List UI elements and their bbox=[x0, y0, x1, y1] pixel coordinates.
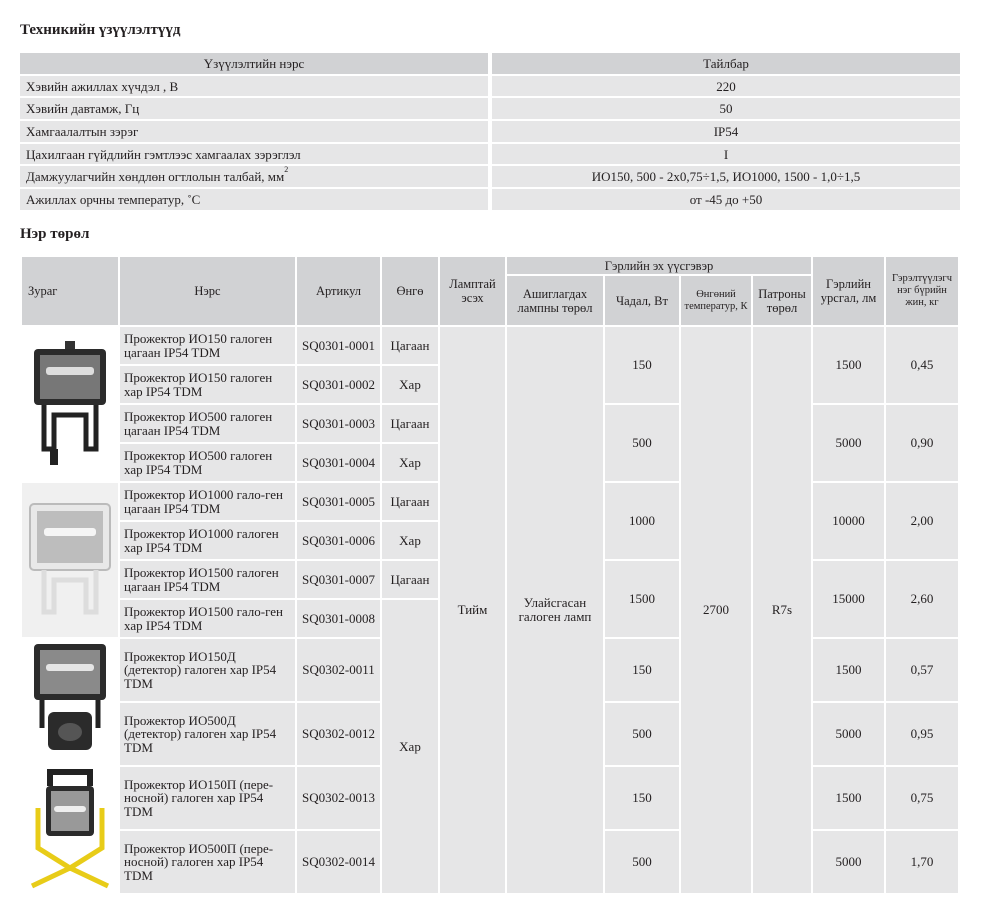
product-article: SQ0301-0003 bbox=[297, 405, 380, 442]
product-name: Прожектор ИО150П (пере-носной) галоген хар IP54 TDM bbox=[120, 767, 295, 829]
product-article: SQ0302-0012 bbox=[297, 703, 380, 765]
product-name: Прожектор ИО500Д (детектор) галоген хар IP54 TDM bbox=[120, 703, 295, 765]
color-temp-value: 2700 bbox=[681, 327, 751, 893]
product-name: Прожектор ИО1000 гало-ген цагаан IP54 TDM bbox=[120, 483, 295, 520]
spec-value: 220 bbox=[492, 76, 960, 99]
product-name: Прожектор ИО1000 галоген хар IP54 TDM bbox=[120, 522, 295, 559]
header-lamp-type: Ашиглагдах лампны төрөл bbox=[507, 276, 603, 325]
power-value: 1000 bbox=[605, 483, 679, 559]
flux-value: 10000 bbox=[813, 483, 884, 559]
floodlight-black-icon bbox=[28, 339, 112, 469]
power-value: 1500 bbox=[605, 561, 679, 637]
weight-value: 0,75 bbox=[886, 767, 958, 829]
header-socket: Патроны төрөл bbox=[753, 276, 811, 325]
spec-value: I bbox=[492, 144, 960, 167]
weight-value: 0,95 bbox=[886, 703, 958, 765]
weight-value: 0,90 bbox=[886, 405, 958, 481]
product-name: Прожектор ИО150 галоген хар IP54 TDM bbox=[120, 366, 295, 403]
product-article: SQ0301-0001 bbox=[297, 327, 380, 364]
product-color: Хар bbox=[382, 444, 438, 481]
floodlight-detector-icon bbox=[28, 640, 112, 764]
header-power: Чадал, Вт bbox=[605, 276, 679, 325]
specs-table bbox=[20, 53, 960, 212]
product-photo bbox=[22, 327, 118, 481]
lamp-type-value: Улайсгасан галоген ламп bbox=[507, 327, 603, 893]
header-color: Өнгө bbox=[382, 257, 438, 325]
spec-name: Хэвийн давтамж, Гц bbox=[20, 98, 488, 121]
spec-value: 50 bbox=[492, 98, 960, 121]
with-lamp-value: Тийм bbox=[440, 327, 505, 893]
section-title-types: Нэр төрөл bbox=[20, 226, 90, 242]
header-with-lamp: Ламптай эсэх bbox=[440, 257, 505, 325]
weight-value: 0,45 bbox=[886, 327, 958, 403]
product-article: SQ0301-0007 bbox=[297, 561, 380, 598]
product-article: SQ0301-0005 bbox=[297, 483, 380, 520]
power-value: 150 bbox=[605, 767, 679, 829]
floodlight-white-icon bbox=[26, 490, 114, 630]
product-color: Цагаан bbox=[382, 483, 438, 520]
product-article: SQ0301-0006 bbox=[297, 522, 380, 559]
spec-name-sup: 2 bbox=[284, 165, 289, 175]
product-article: SQ0302-0011 bbox=[297, 639, 380, 701]
spec-value: ИО150, 500 - 2х0,75÷1,5, ИО1000, 1500 - 1,0÷1,5 bbox=[492, 166, 960, 189]
power-value: 500 bbox=[605, 831, 679, 893]
product-color-merged: Хар bbox=[382, 600, 438, 893]
specs-header bbox=[20, 53, 960, 76]
product-article: SQ0301-0008 bbox=[297, 600, 380, 637]
power-value: 500 bbox=[605, 703, 679, 765]
flux-value: 5000 bbox=[813, 405, 884, 481]
product-color: Хар bbox=[382, 522, 438, 559]
flux-value: 15000 bbox=[813, 561, 884, 637]
header-weight: Гэрэлтүүлэгч нэг бүрийн жин, кг bbox=[886, 257, 958, 325]
weight-value: 2,60 bbox=[886, 561, 958, 637]
spec-name: Хамгаалалтын зэрэг bbox=[20, 121, 488, 144]
spec-name: Хэвийн ажиллах хүчдэл , В bbox=[20, 76, 488, 99]
weight-value: 2,00 bbox=[886, 483, 958, 559]
power-value: 150 bbox=[605, 639, 679, 701]
specs-row bbox=[20, 98, 960, 121]
spec-name: Цахилгаан гүйдлийн гэмтлээс хамгаалах зэрэглэл bbox=[20, 144, 488, 167]
specs-row bbox=[20, 189, 960, 212]
power-value: 500 bbox=[605, 405, 679, 481]
product-color: Цагаан bbox=[382, 561, 438, 598]
product-article: SQ0302-0013 bbox=[297, 767, 380, 829]
header-name: Нэрс bbox=[120, 257, 295, 325]
spec-name bbox=[20, 166, 488, 189]
product-name: Прожектор ИО1500 галоген цагаан IP54 TDM bbox=[120, 561, 295, 598]
specs-row bbox=[20, 166, 960, 189]
section-title-specs: Техникийн үзүүлэлтүүд bbox=[20, 22, 181, 38]
floodlight-portable-icon bbox=[26, 768, 114, 892]
spec-value: от -45 до +50 bbox=[492, 189, 960, 212]
header-light-source: Гэрлийн эх үүсгэвэр bbox=[507, 257, 811, 274]
product-table bbox=[20, 255, 960, 895]
product-photo bbox=[22, 767, 118, 893]
product-article: SQ0301-0004 bbox=[297, 444, 380, 481]
header-flux: Гэрлийн урсгал, лм bbox=[813, 257, 884, 325]
weight-value: 1,70 bbox=[886, 831, 958, 893]
product-article: SQ0302-0014 bbox=[297, 831, 380, 893]
product-color: Хар bbox=[382, 366, 438, 403]
flux-value: 5000 bbox=[813, 831, 884, 893]
flux-value: 1500 bbox=[813, 327, 884, 403]
header-photo: Зураг bbox=[22, 257, 118, 325]
spec-name: Ажиллах орчны температур, ˚С bbox=[20, 189, 488, 212]
socket-value: R7s bbox=[753, 327, 811, 893]
specs-header-name: Үзүүлэлтийн нэрс bbox=[20, 53, 488, 76]
specs-row bbox=[20, 76, 960, 99]
specs-row bbox=[20, 121, 960, 144]
product-name: Прожектор ИО500 галоген цагаан IP54 TDM bbox=[120, 405, 295, 442]
spec-value: IP54 bbox=[492, 121, 960, 144]
flux-value: 1500 bbox=[813, 639, 884, 701]
product-name: Прожектор ИО150 галоген цагаан IP54 TDM bbox=[120, 327, 295, 364]
spec-name-text: Дамжуулагчийн хөндлөн огтлолын талбай, мм bbox=[26, 169, 285, 185]
product-name: Прожектор ИО500П (пере-носной) галоген хар IP54 TDM bbox=[120, 831, 295, 893]
power-value: 150 bbox=[605, 327, 679, 403]
weight-value: 0,57 bbox=[886, 639, 958, 701]
product-photo bbox=[22, 639, 118, 765]
header-color-temp: Өнгөний температур, К bbox=[681, 276, 751, 325]
flux-value: 1500 bbox=[813, 767, 884, 829]
product-name: Прожектор ИО500 галоген хар IP54 TDM bbox=[120, 444, 295, 481]
flux-value: 5000 bbox=[813, 703, 884, 765]
product-name: Прожектор ИО1500 гало-ген хар IP54 TDM bbox=[120, 600, 295, 637]
product-photo bbox=[22, 483, 118, 637]
header-article: Артикул bbox=[297, 257, 380, 325]
product-color: Цагаан bbox=[382, 405, 438, 442]
product-color: Цагаан bbox=[382, 327, 438, 364]
product-article: SQ0301-0002 bbox=[297, 366, 380, 403]
product-name: Прожектор ИО150Д (детектор) галоген хар IP54 TDM bbox=[120, 639, 295, 701]
specs-header-value: Тайлбар bbox=[492, 53, 960, 76]
specs-row bbox=[20, 144, 960, 167]
